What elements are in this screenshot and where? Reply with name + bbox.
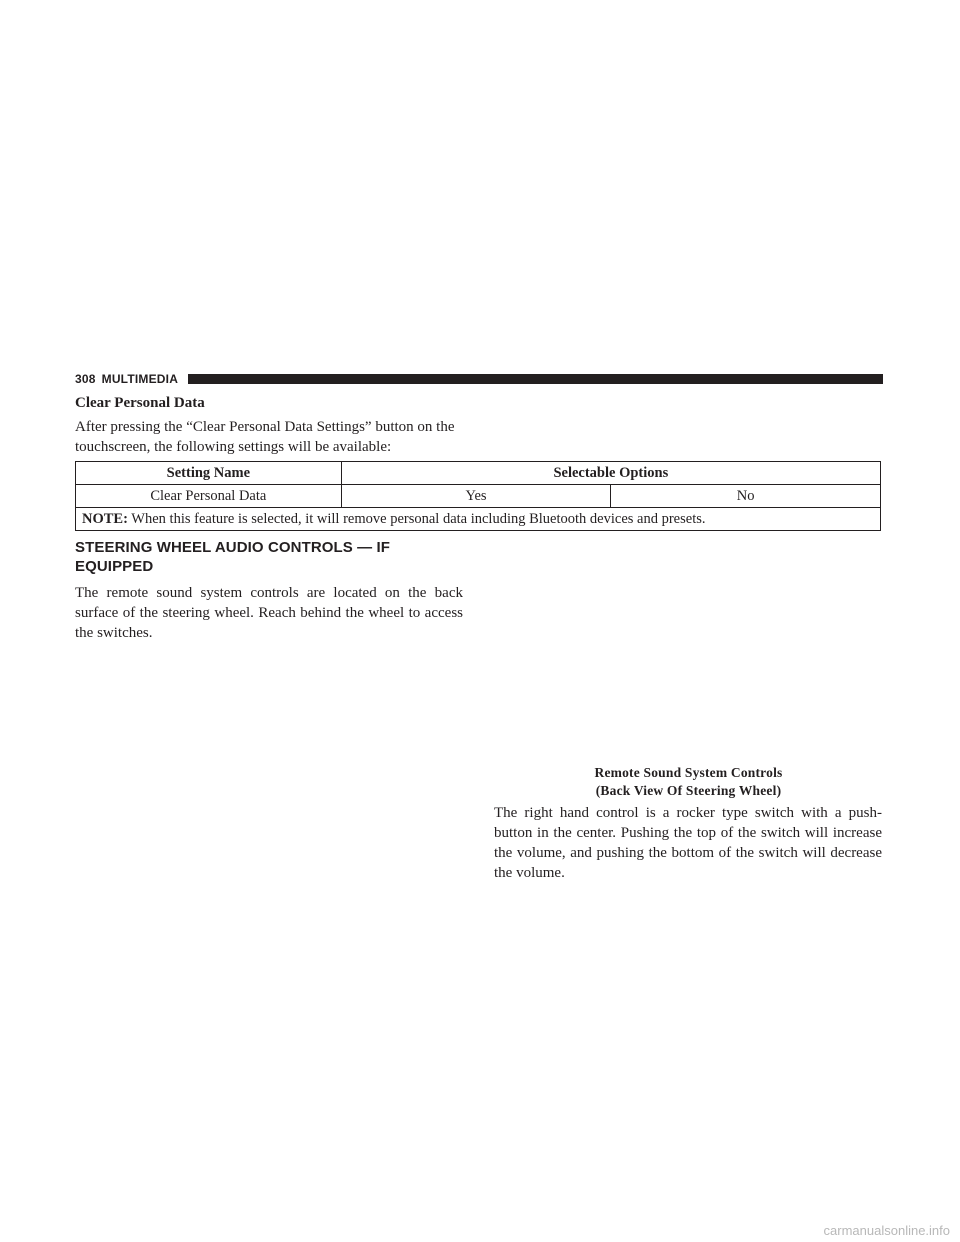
clear-personal-data-intro: After pressing the “Clear Personal Data Settings” button on the touchscreen, the following settings will be available: [75,419,455,455]
option-no-cell: No [611,485,881,508]
note-label: NOTE: [82,510,128,527]
caption-line-1: Remote Sound System Controls [594,765,783,780]
settings-table [75,461,881,531]
heading-line-2: EQUIPPED [75,558,154,575]
rocker-switch-body: The right hand control is a rocker type switch with a push-button in the center. Pushing the top of the switch will increase the volume, and pushing the bottom of the switch will decrease the volume. [494,805,882,881]
note-text: When this feature is selected, it will remove personal data including Bluetooth devices and presets. [131,510,706,527]
note-cell [76,508,881,531]
header-rule [188,374,883,384]
page-number: 308 [75,372,96,386]
table-note-row [76,508,881,531]
caption-line-2: (Back View Of Steering Wheel) [595,783,782,798]
watermark: carmanualsonline.info [823,1223,950,1238]
setting-name-cell: Clear Personal Data [76,485,342,508]
steering-wheel-audio-heading [75,538,475,576]
header-setting-name: Setting Name [76,462,342,485]
clear-personal-data-subhead: Clear Personal Data [75,395,205,411]
table-header-row [76,462,881,485]
option-yes-cell: Yes [341,485,611,508]
table-row [76,485,881,508]
section-name: MULTIMEDIA [101,372,179,386]
steering-wheel-body: The remote sound system controls are located on the back surface of the steering wheel. Reach behind the wheel to access the switches. [75,585,463,641]
heading-line-1: STEERING WHEEL AUDIO CONTROLS — IF [75,539,391,556]
page-header [75,372,883,386]
header-selectable-options: Selectable Options [341,462,880,485]
figure-caption [496,764,881,800]
